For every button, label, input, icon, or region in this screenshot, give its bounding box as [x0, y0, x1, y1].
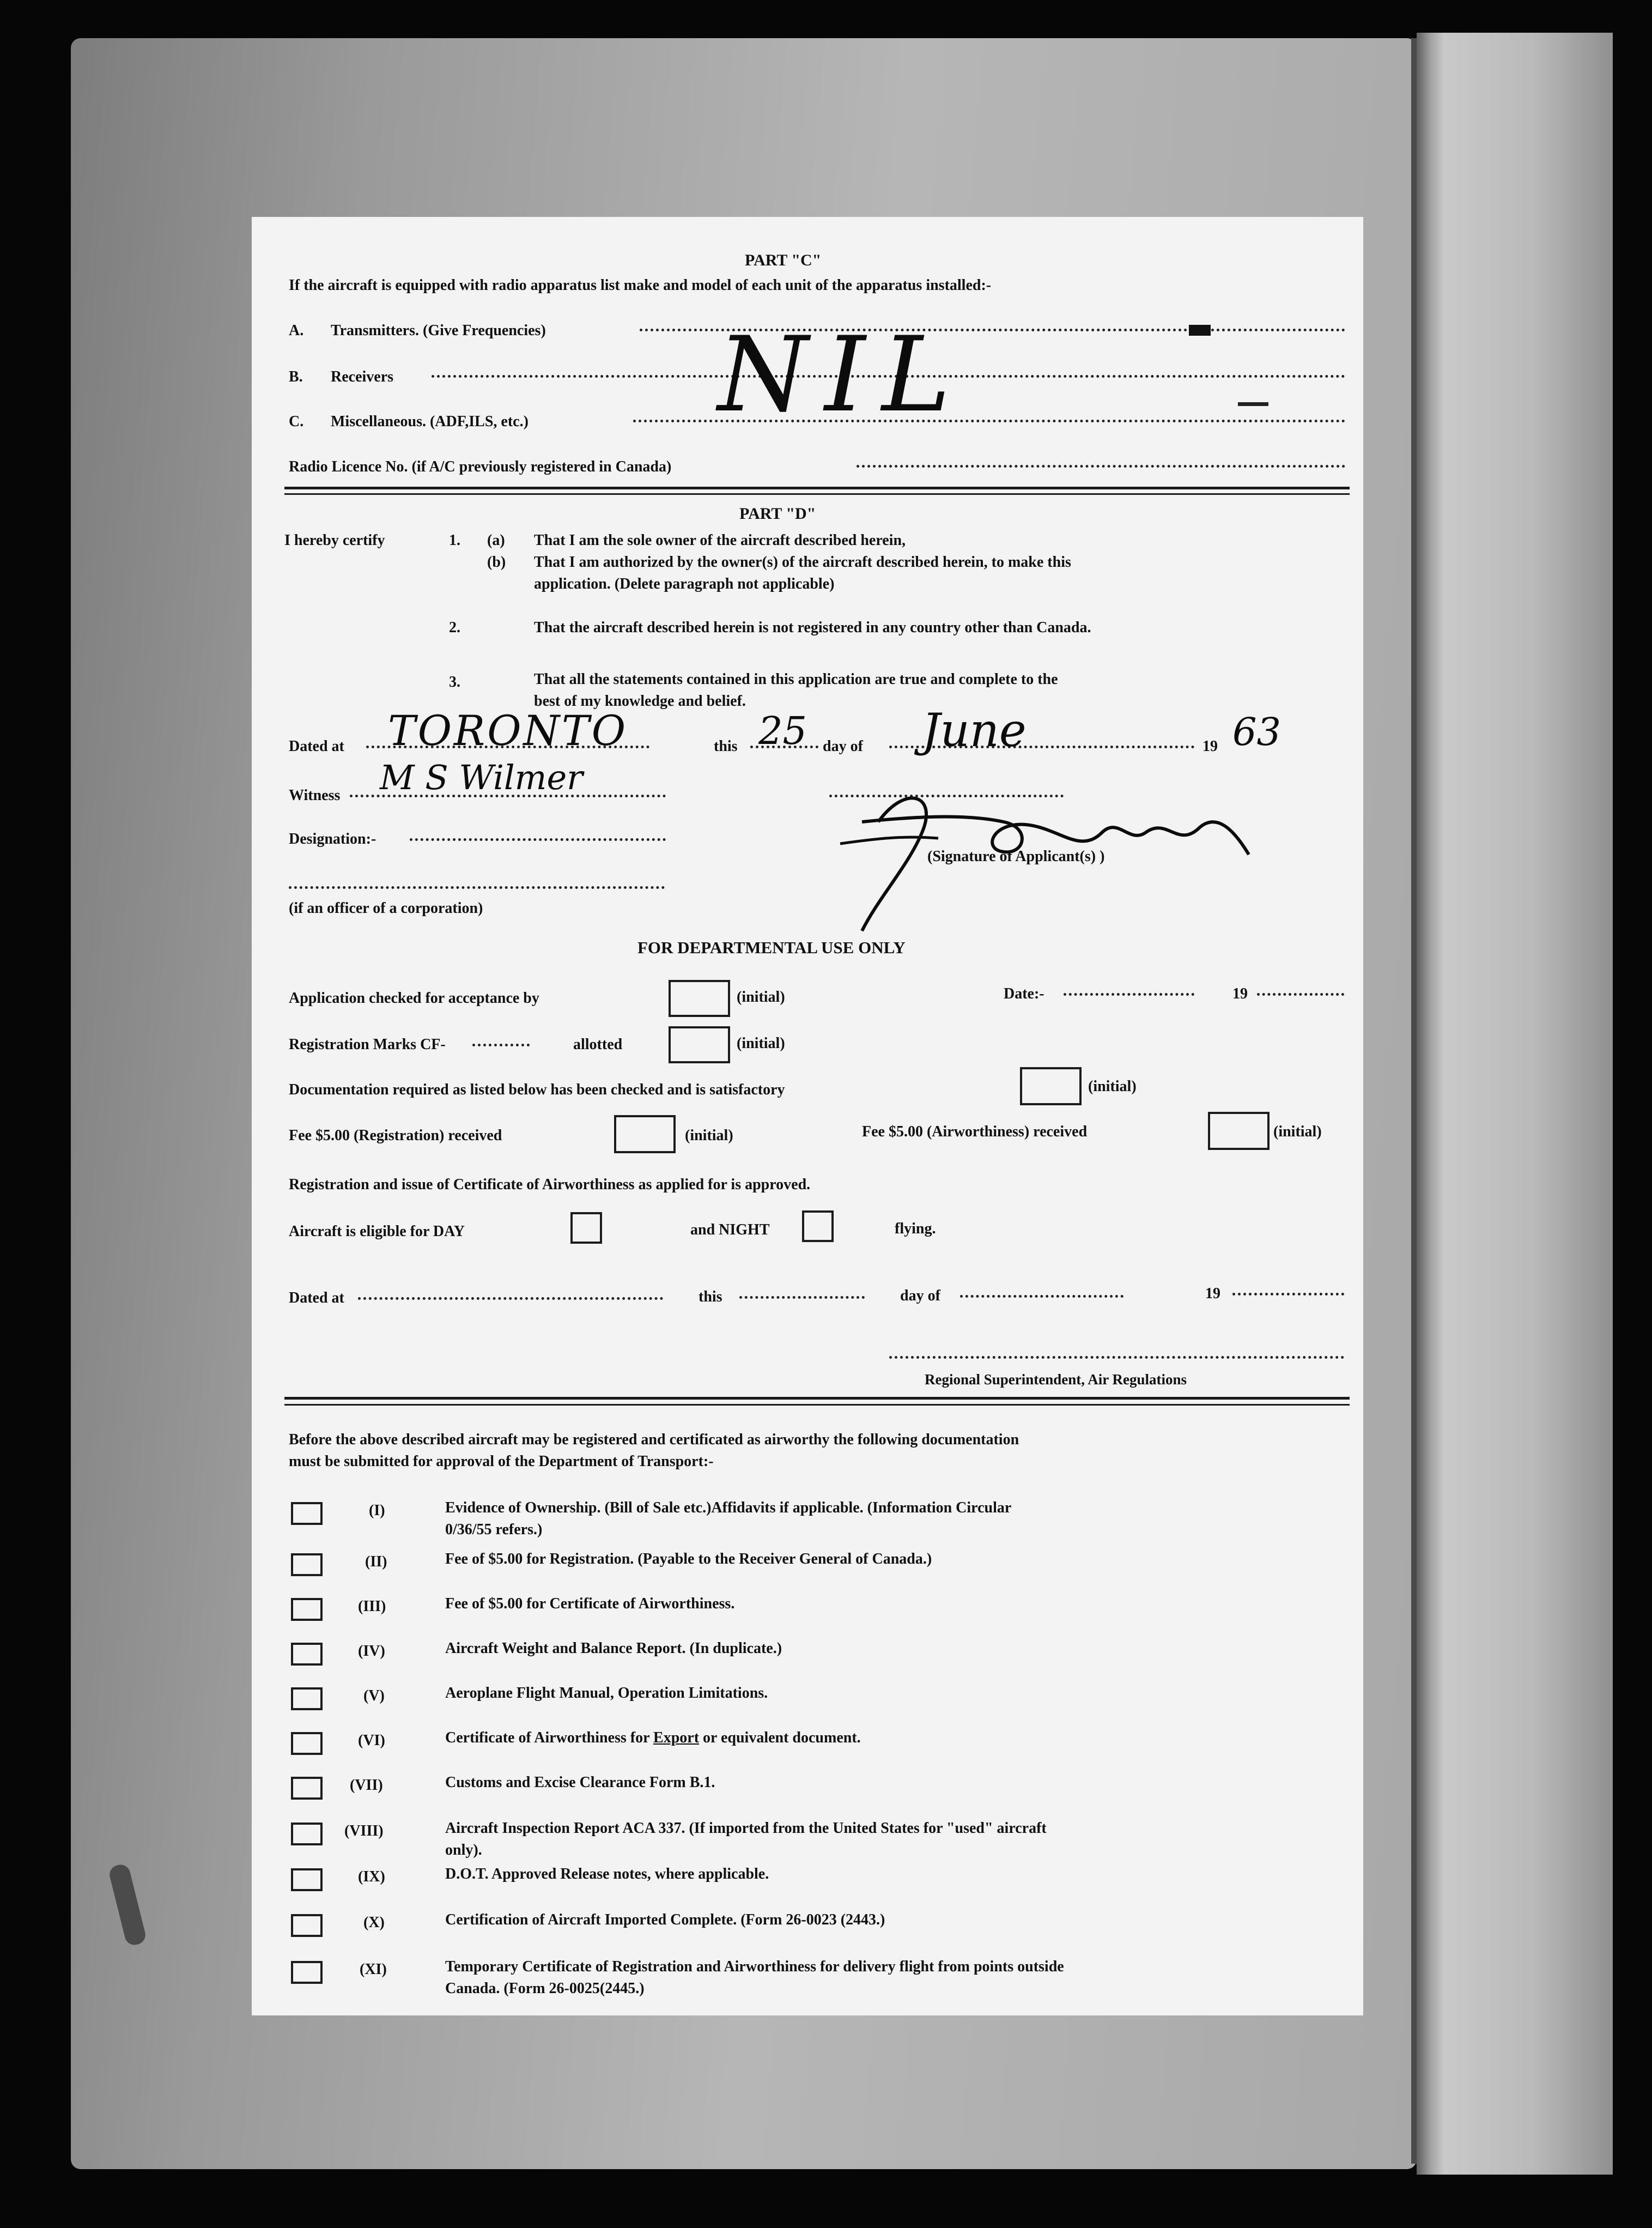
departmental-heading: FOR DEPARTMENTAL USE ONLY [637, 938, 906, 957]
date-year-line [1257, 993, 1344, 996]
doc-num-8: (VIII) [344, 1823, 384, 1839]
checked-initial-label: (initial) [737, 989, 785, 1006]
signature-label: (Signature of Applicant(s) ) [927, 848, 1105, 865]
date-line [1064, 993, 1194, 996]
day-handwritten: 25 [758, 709, 807, 753]
item-1a-sub: (a) [487, 532, 505, 549]
this-label: this [714, 738, 738, 755]
documentation-intro-2: must be submitted for approval of the Department of Transport:- [289, 1453, 714, 1470]
doc-text-5: Aeroplane Flight Manual, Operation Limitations. [445, 1685, 768, 1702]
doc-text-6-start: Certificate of Airworthiness for [445, 1729, 654, 1746]
dept-year-prefix: 19 [1205, 1285, 1220, 1302]
documentation-initial-box[interactable] [1020, 1067, 1082, 1105]
ink-blot [1189, 325, 1211, 336]
doc-checkbox-5[interactable] [291, 1687, 323, 1710]
doc-text-6 [445, 1730, 861, 1746]
doc-num-7: (VII) [350, 1777, 383, 1794]
reg-marks-initial-label: (initial) [737, 1035, 785, 1052]
fee-airworthiness-label: Fee $5.00 (Airworthiness) received [862, 1123, 1088, 1140]
divider-rule [284, 1397, 1350, 1400]
binder-strip [1417, 33, 1613, 2175]
misc-label: Miscellaneous. (ADF,ILS, etc.) [331, 413, 529, 430]
doc-num-3: (III) [358, 1598, 386, 1615]
fee-registration-initial-box[interactable] [614, 1115, 676, 1153]
doc-num-1: (I) [369, 1502, 385, 1519]
doc-text-2: Fee of $5.00 for Registration. (Payable to the Receiver General of Canada.) [445, 1551, 932, 1567]
item-3-text: That all the statements contained in this application are true and complete to the [534, 671, 1058, 688]
documentation-label: Documentation required as listed below has been checked and is satisfactory [289, 1081, 785, 1098]
doc-text-6-end: or equivalent document. [699, 1729, 861, 1746]
doc-text-8-line2: only). [445, 1842, 482, 1858]
doc-checkbox-1[interactable] [291, 1502, 323, 1525]
doc-num-11: (XI) [360, 1961, 387, 1978]
divider-rule [284, 1404, 1350, 1406]
dept-day-line [739, 1296, 865, 1299]
doc-checkbox-11[interactable] [291, 1961, 323, 1984]
fee-airworthiness-initial-label: (initial) [1273, 1123, 1322, 1140]
doc-checkbox-4[interactable] [291, 1643, 323, 1666]
designation-label: Designation:- [289, 831, 376, 847]
doc-text-8: Aircraft Inspection Report ACA 337. (If imported from the United States for "used" aircraft [445, 1820, 1047, 1837]
doc-num-6: (VI) [358, 1732, 385, 1749]
dept-dated-at-label: Dated at [289, 1289, 344, 1306]
approval-label: Registration and issue of Certificate of Airworthiness as applied for is approved. [289, 1176, 811, 1193]
fee-registration-label: Fee $5.00 (Registration) received [289, 1127, 502, 1144]
doc-checkbox-3[interactable] [291, 1598, 323, 1621]
doc-text-11-line2: Canada. (Form 26-0025(2445.) [445, 1980, 645, 1997]
documentation-initial-label: (initial) [1088, 1078, 1137, 1095]
doc-num-10: (X) [363, 1914, 385, 1931]
doc-num-4: (IV) [358, 1643, 385, 1660]
transmitters-label: Transmitters. (Give Frequencies) [331, 322, 546, 339]
radio-licence-line [857, 465, 1345, 468]
doc-text-10: Certification of Aircraft Imported Complete. (Form 26-0023 (2443.) [445, 1911, 885, 1928]
reg-marks-initial-box[interactable] [669, 1026, 730, 1063]
dept-dated-at-line [358, 1297, 663, 1300]
documentation-intro-1: Before the above described aircraft may be registered and certificated as airworthy the following documentation [289, 1431, 1019, 1448]
doc-num-5: (V) [363, 1687, 385, 1704]
designation-line [410, 838, 666, 841]
fee-registration-initial-label: (initial) [685, 1127, 733, 1144]
night-label: and NIGHT [690, 1221, 770, 1238]
certify-label: I hereby certify [284, 532, 385, 549]
year-handwritten: 63 [1232, 710, 1281, 754]
item-1b-text: That I am authorized by the owner(s) of the aircraft described herein, to make this [534, 554, 1071, 571]
night-checkbox[interactable] [802, 1210, 834, 1242]
part-d-heading: PART "D" [739, 505, 816, 523]
reg-marks-label: Registration Marks CF- [289, 1036, 446, 1053]
reg-marks-line [472, 1044, 530, 1046]
officer-label: (if an officer of a corporation) [289, 900, 483, 917]
doc-text-4: Aircraft Weight and Balance Report. (In duplicate.) [445, 1640, 782, 1657]
officer-line [289, 886, 665, 889]
day-checkbox[interactable] [570, 1212, 602, 1244]
application-form [252, 217, 1363, 2015]
dept-this-label: this [699, 1288, 722, 1305]
witness-handwritten: M S Wilmer [380, 758, 583, 797]
radio-licence-label: Radio Licence No. (if A/C previously registered in Canada) [289, 458, 672, 475]
receivers-label: Receivers [331, 368, 394, 385]
dept-month-line [960, 1295, 1123, 1298]
item-1-num: 1. [449, 532, 460, 549]
dept-year-line [1232, 1293, 1344, 1295]
item-2-num: 2. [449, 619, 460, 636]
doc-text-7: Customs and Excise Clearance Form B.1. [445, 1774, 715, 1791]
dated-at-handwritten: TORONTO [388, 706, 628, 755]
witness-label: Witness [289, 787, 341, 804]
doc-text-3: Fee of $5.00 for Certificate of Airworthiness. [445, 1595, 735, 1612]
item-1a-text: That I am the sole owner of the aircraft described herein, [534, 532, 906, 549]
doc-checkbox-9[interactable] [291, 1868, 323, 1891]
doc-num-2: (II) [365, 1553, 387, 1570]
superintendent-label: Regional Superintendent, Air Regulations [925, 1371, 1187, 1388]
doc-text-6-export: Export [653, 1729, 700, 1746]
doc-checkbox-6[interactable] [291, 1732, 323, 1755]
doc-num-9: (IX) [358, 1868, 385, 1885]
doc-text-9: D.O.T. Approved Release notes, where applicable. [445, 1866, 769, 1882]
item-3-text-2: best of my knowledge and belief. [534, 693, 746, 710]
part-c-intro: If the aircraft is equipped with radio apparatus list make and model of each unit of the apparatus installed:- [289, 277, 992, 294]
doc-checkbox-8[interactable] [291, 1823, 323, 1845]
item-1b-text-2: application. (Delete paragraph not applicable) [534, 576, 835, 592]
doc-checkbox-2[interactable] [291, 1553, 323, 1576]
row-a-letter: A. [289, 322, 304, 339]
dated-at-label: Dated at [289, 738, 344, 755]
doc-text-1-line2: 0/36/55 refers.) [445, 1521, 543, 1538]
divider-rule [284, 493, 1350, 495]
row-b-letter: B. [289, 368, 303, 385]
ink-dash [1238, 402, 1268, 406]
item-1b-sub: (b) [487, 554, 506, 571]
day-of-label: day of [823, 738, 863, 755]
date-year-prefix: 19 [1232, 985, 1248, 1002]
allotted-label: allotted [573, 1036, 623, 1053]
item-3-num: 3. [449, 674, 460, 691]
superintendent-signature-line [889, 1356, 1344, 1359]
month-handwritten: June [922, 704, 1027, 757]
row-c-letter: C. [289, 413, 304, 430]
checked-label: Application checked for acceptance by [289, 990, 539, 1007]
eligible-day-label: Aircraft is eligible for DAY [289, 1223, 465, 1240]
part-c-heading: PART "C" [745, 251, 822, 269]
doc-text-1: Evidence of Ownership. (Bill of Sale etc.)Affidavits if applicable. (Information Circular [445, 1499, 1012, 1516]
doc-checkbox-7[interactable] [291, 1777, 323, 1800]
divider-rule [284, 487, 1350, 489]
handwritten-nil: NIL [718, 314, 967, 435]
item-2-text: That the aircraft described herein is not registered in any country other than Canada. [534, 619, 1091, 636]
date-label: Date:- [1004, 985, 1044, 1002]
flying-label: flying. [895, 1220, 936, 1237]
year-prefix: 19 [1202, 738, 1218, 755]
applicant-signature [797, 762, 1260, 942]
doc-text-11: Temporary Certificate of Registration and Airworthiness for delivery flight from points outside [445, 1958, 1064, 1975]
dept-day-of-label: day of [900, 1287, 940, 1304]
fee-airworthiness-initial-box[interactable] [1208, 1112, 1270, 1150]
doc-checkbox-10[interactable] [291, 1914, 323, 1937]
checked-initial-box[interactable] [669, 980, 730, 1017]
